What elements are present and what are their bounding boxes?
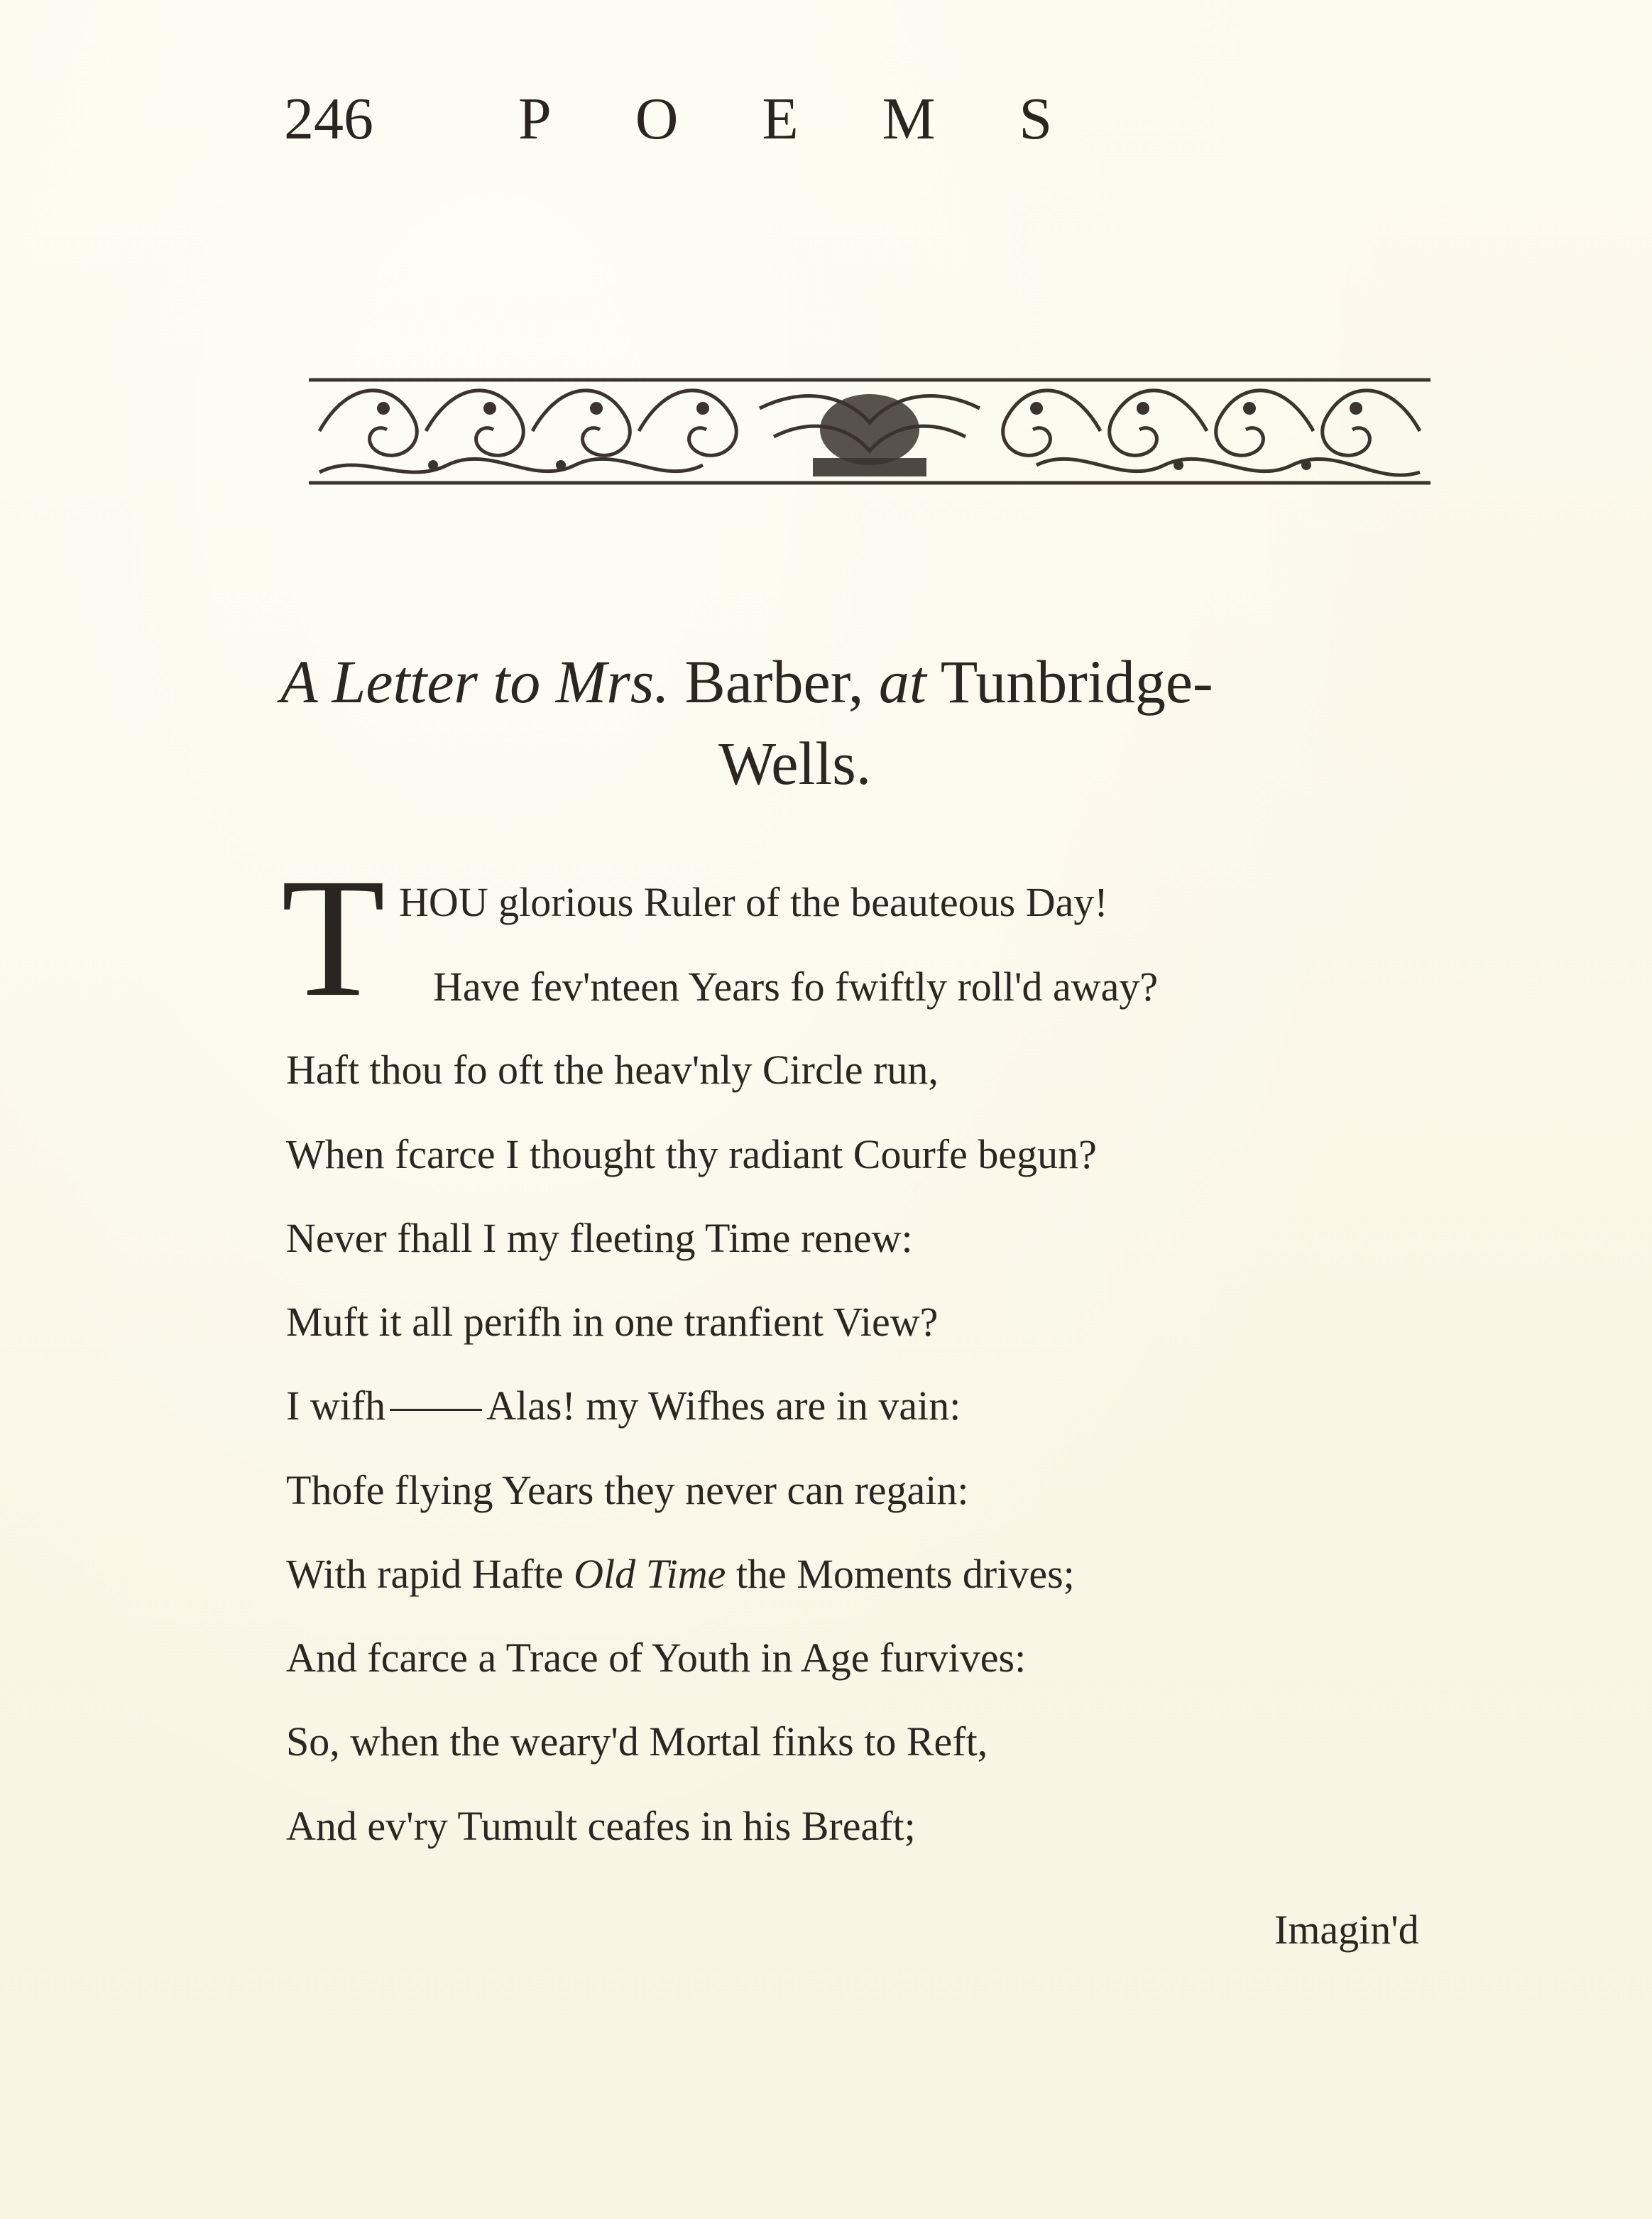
title-part-2: Barber,	[684, 648, 864, 716]
catchword: Imagin'd	[1274, 1907, 1419, 1953]
poem-line	[286, 1381, 961, 1431]
poem-line: Have fev'nteen Years fo fwiftly roll'd away?	[433, 964, 1159, 1010]
poem-line: Muft it all perifh in one tranfient View?	[286, 1299, 939, 1345]
poem-line: Haft thou fo oft the heav'nly Circle run,	[286, 1047, 939, 1093]
poem-line-part: I wifh	[286, 1383, 386, 1429]
poem-title	[280, 643, 1459, 721]
title-part-3: at	[878, 648, 926, 716]
title-part-1: A Letter to Mrs.	[280, 648, 669, 716]
poem-line-part: With rapid Hafte	[286, 1551, 564, 1597]
poem-line: So, when the weary'd Mortal finks to Reft,	[286, 1718, 988, 1765]
poem-line: When fcarce I thought thy radiant Courfe begun?	[286, 1131, 1097, 1177]
running-head	[284, 84, 1278, 155]
floral-scroll-ornament-icon	[305, 366, 1434, 497]
poem-line-part: Alas! my Wifhes are in vain:	[486, 1383, 961, 1429]
poem-line: And ev'ry Tumult ceafes in his Breaft;	[286, 1803, 916, 1849]
poem-line: And fcarce a Trace of Youth in Age furvives:	[286, 1635, 1027, 1681]
poem-line: Thofe flying Years they never can regain:	[286, 1467, 969, 1513]
title-part-4: Tunbridge-	[940, 648, 1213, 716]
poem-line	[286, 1549, 1075, 1599]
poem-line-part: the Moments drives;	[735, 1551, 1075, 1597]
poem-title-line-2: Wells.	[718, 729, 872, 797]
poem-line: Never fhall I my fleeting Time renew:	[286, 1215, 913, 1261]
running-head-title: POEMS	[518, 86, 1137, 152]
drop-cap: T	[281, 843, 385, 1032]
em-dash	[390, 1409, 482, 1411]
page-number: 246	[284, 86, 373, 152]
poem-line-italic: Old Time	[574, 1551, 726, 1597]
poem-line: HOU glorious Ruler of the beauteous Day!	[399, 879, 1108, 925]
